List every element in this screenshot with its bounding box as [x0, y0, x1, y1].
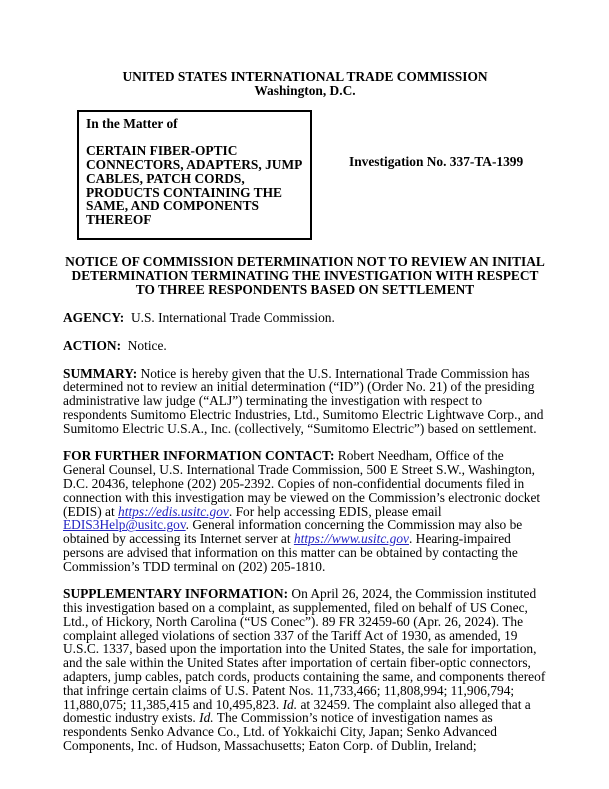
text-segment: FOR FURTHER INFORMATION CONTACT:: [63, 448, 335, 464]
action-label: ACTION:: [63, 337, 122, 353]
case-caption-box: [77, 110, 312, 240]
action-value-spacer: [121, 338, 128, 353]
header-commission-name: UNITED STATES INTERNATIONAL TRADE COMMISSION: [122, 69, 488, 84]
text-segment: at 32459. The complaint also alleged that a domestic industry exists.: [63, 696, 531, 726]
action-line: [63, 339, 547, 353]
text-segment: Id.: [199, 710, 214, 726]
agency-value-spacer: [124, 310, 131, 325]
supplementary-paragraph: [63, 587, 547, 753]
text-segment: Notice is hereby given that the U.S. International Trade Commission has determined not to review an initial determination (“ID”) (Order No. 21) of the presiding administrative law judge (“ALJ”) terminating the investigation with respect to respondents Sumitomo Electric Industries, Ltd., Sumitomo Electric Lightwave Corp., and Sumitomo Electric U.S.A., Inc. (collectively, “Sumitomo Electric”) based on settlement.: [63, 365, 544, 436]
text-segment: SUPPLEMENTARY INFORMATION:: [63, 586, 289, 602]
agency-value: U.S. International Trade Commission.: [130, 310, 335, 326]
header-city: Washington, D.C.: [254, 82, 356, 98]
document-header: [63, 70, 547, 98]
agency-line: [63, 311, 547, 325]
caption-block: [77, 110, 547, 240]
edis-link[interactable]: https://edis.usitc.gov: [118, 503, 229, 519]
edis-help-email-link[interactable]: EDIS3Help@usitc.gov: [63, 517, 186, 533]
agency-label: AGENCY:: [63, 310, 125, 326]
text-segment: . General information concerning the Commission may also be obtained by accessing its Internet server at: [63, 517, 523, 547]
text-segment: Robert Needham, Office of the General Counsel, U.S. International Trade Commission, 500 E Street S.W., Washington, D.C. 20436, telephone (202) 205-2392. Copies of non-confidential documents filed in connection with this investigation may be viewed on the Commission’s electronic docket (EDIS) at: [63, 448, 541, 519]
action-value: Notice.: [127, 337, 167, 353]
text-segment: On April 26, 2024, the Commission instituted this investigation based on a complaint, as supplemented, filed on behalf of US Conec, Ltd., of Hickory, North Carolina (“US Conec”). 89 FR 32459-60 (Apr. 26, 2024). The complaint alleged violations of section 337 of the Tariff Act of 1930, as amended, 19 U.S.C. 1337, based upon the importation into the United States, the sale for importation, and the sale within the United States after importation of certain fiber-optic connectors, adapters, jump cables, patch cords, products containing the same, and components thereof that infringe certain claims of U.S. Patent Nos. 11,733,466; 11,808,994; 11,906,794; 11,880,075; 11,385,415 and 10,495,823.: [63, 586, 546, 712]
text-segment: The Commission’s notice of investigation names as respondents Senko Advance Co., Ltd. of Yokkaichi City, Japan; Senko Advanced Components, Inc. of Hudson, Massachusetts; Eaton Corp. of Dublin, Ireland;: [63, 710, 497, 754]
summary-paragraph: [63, 367, 547, 436]
in-the-matter-of-label: In the Matter of: [86, 115, 178, 131]
text-segment: SUMMARY:: [63, 365, 138, 381]
text-segment: Id.: [282, 696, 298, 712]
text-segment: . Hearing-impaired persons are advised that information on this matter can be obtained by contacting the Commission’s TDD terminal on (202) 205-1810.: [63, 531, 518, 574]
case-title: CERTAIN FIBER-OPTIC CONNECTORS, ADAPTERS, JUMP CABLES, PATCH CORDS, PRODUCTS CONTAINING THE SAME, AND COMPONENTS THEREOF: [86, 143, 302, 228]
notice-title: NOTICE OF COMMISSION DETERMINATION NOT TO REVIEW AN INITIAL DETERMINATION TERMINATING THE INVESTIGATION WITH RESPECT TO THREE RESPONDENTS BASED ON SETTLEMENT: [65, 253, 545, 297]
investigation-number: Investigation No. 337-TA-1399: [349, 153, 524, 169]
investigation-number-cell: [312, 110, 547, 240]
text-segment: . For help accessing EDIS, please email: [228, 503, 442, 519]
contact-paragraph: [63, 449, 547, 573]
usitc-website-link[interactable]: https://www.usitc.gov: [293, 531, 409, 547]
